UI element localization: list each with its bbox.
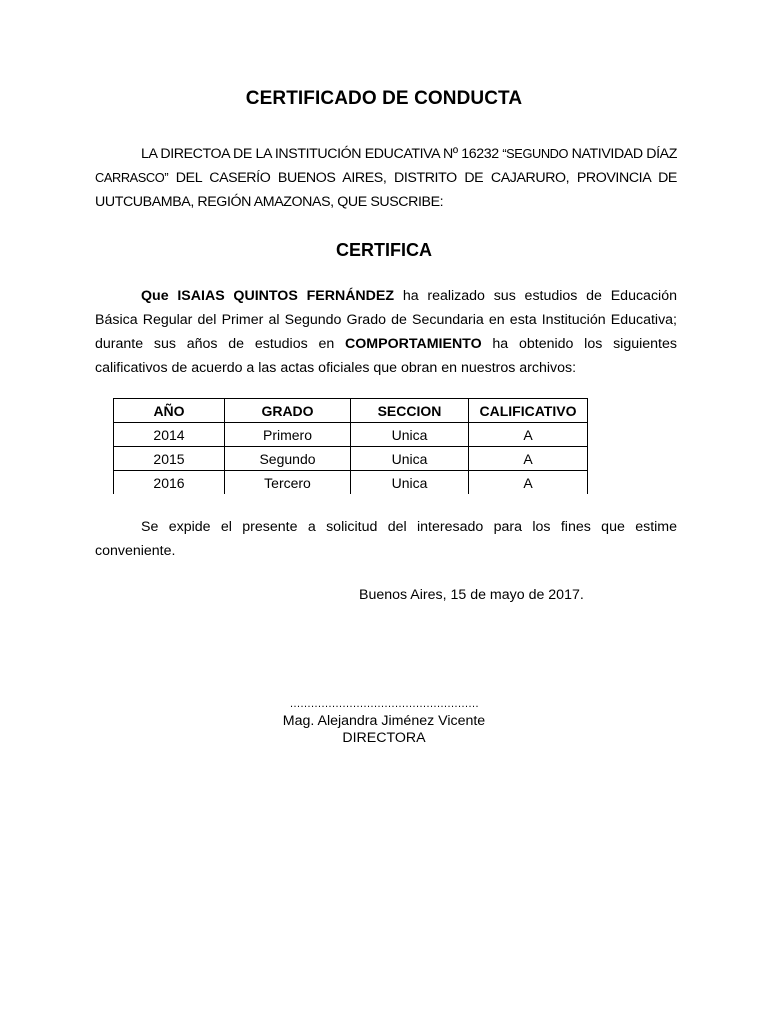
- cell-year: 2016: [114, 471, 225, 495]
- cell-grade: Primero: [225, 423, 351, 447]
- cell-qualification: A: [469, 447, 588, 471]
- document-title: CERTIFICADO DE CONDUCTA: [245, 88, 523, 109]
- intro-text-5: DEL CASERÍO BUENOS AIRES, DISTRITO DE CAJARURO, PROVINCIA DE UUTCUBAMBA, REGIÓN AMAZONAS, QUE SUSCRIBE:: [95, 170, 677, 210]
- signer-name: Mag. Alejandra Jiménez Vicente: [282, 713, 486, 729]
- cell-grade: Tercero: [225, 471, 351, 495]
- certifica-heading: CERTIFICA: [336, 240, 432, 260]
- cell-grade: Segundo: [225, 447, 351, 471]
- table-row: [114, 447, 588, 471]
- body-text-2: ha obtenido los siguientes calificativos de acuerdo a las actas oficiales que obran en nuestros archivos:: [95, 336, 677, 376]
- header-section: SECCION: [351, 399, 469, 423]
- cell-qualification: A: [469, 423, 588, 447]
- issue-date: Buenos Aires, 15 de mayo de 2017.: [359, 587, 584, 603]
- intro-text-1: LA DIRECTOA DE LA INSTITUCIÓN EDUCATIVA Nº 16232: [141, 146, 503, 162]
- intro-text-2: “SEGUNDO: [502, 146, 569, 161]
- header-grade: GRADO: [225, 399, 351, 423]
- student-name: ISAIAS QUINTOS FERNÁNDEZ: [177, 288, 395, 304]
- body-lead: Que: [141, 288, 178, 304]
- signature-block: [0, 713, 768, 747]
- cell-qualification: A: [469, 471, 588, 495]
- evaluated-area: COMPORTAMIENTO: [345, 336, 482, 352]
- body-paragraph: [95, 284, 677, 380]
- grades-table: [113, 398, 588, 494]
- table-header-row: [114, 399, 588, 423]
- cell-section: Unica: [351, 471, 469, 495]
- signer-role: DIRECTORA: [342, 730, 426, 746]
- cell-section: Unica: [351, 423, 469, 447]
- closing-text: Se expide el presente a solicitud del interesado para los fines que estime conveniente.: [95, 519, 677, 559]
- table-row: [114, 471, 588, 495]
- header-year: AÑO: [114, 399, 225, 423]
- closing-paragraph: [95, 515, 677, 563]
- cell-year: 2015: [114, 447, 225, 471]
- header-qualification: CALIFICATIVO: [469, 399, 588, 423]
- cell-section: Unica: [351, 447, 469, 471]
- intro-paragraph: [95, 142, 677, 214]
- signature-line: ………………………………………………: [289, 698, 479, 710]
- table-row: [114, 423, 588, 447]
- intro-text-4: CARRASCO”: [95, 170, 169, 185]
- intro-text-3: NATIVIDAD DÍAZ: [568, 146, 678, 162]
- cell-year: 2014: [114, 423, 225, 447]
- body-text-1: ha realizado sus estudios de Educación Básica Regular del Primer al Segundo Grado de Secundaria en esta Institución Educativa; durante sus años de estudios en: [95, 288, 677, 352]
